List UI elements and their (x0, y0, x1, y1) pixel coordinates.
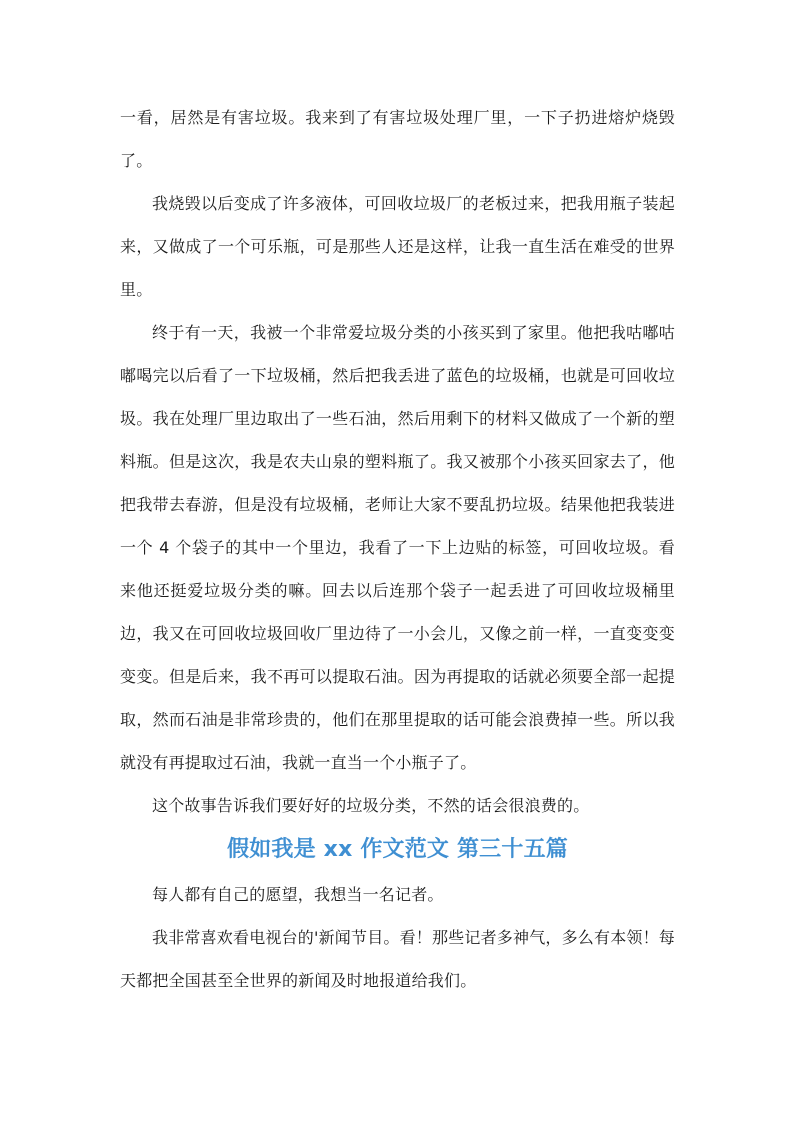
document-page (120, 96, 675, 1002)
section-title: 假如我是 xx 作文范文 第三十五篇 (227, 837, 568, 862)
paragraph: 我非常喜欢看电视台的'新闻节目。看！那些记者多神气，多么有本领！每天都把全国甚至全世界的新闻及时地报道给我们。 (120, 928, 675, 990)
paragraph: 我烧毁以后变成了许多液体，可回收垃圾厂的老板过来，把我用瓶子装起来，又做成了一个可乐瓶，可是那些人还是这样，让我一直生活在难受的世界里。 (120, 194, 675, 299)
paragraph: 每人都有自己的愿望，我想当一名记者。 (152, 885, 444, 904)
paragraph-continuation: 一看，居然是有害垃圾。我来到了有害垃圾处理厂里，一下子扔进熔炉烧毁了。 (120, 108, 675, 170)
paragraph: 这个故事告诉我们要好好的垃圾分类，不然的话会很浪费的。 (152, 796, 590, 815)
paragraph: 终于有一天，我被一个非常爱垃圾分类的小孩买到了家里。他把我咕嘟咕嘟喝完以后看了一下垃圾桶，然后把我丢进了蓝色的垃圾桶，也就是可回收垃圾。我在处理厂里边取出了一些石油，然后用剩下的材料又做成了一个新的塑料瓶。但是这次，我是农夫山泉的塑料瓶了。我又被那个小孩买回家去了，他把我带去春游，但是没有垃圾桶，老师让大家不要乱扔垃圾。结果他把我装进一个 4 个袋子的其中一个里边，我看了一下上边贴的标签，可回收垃圾。看来他还挺爱垃圾分类的嘛。回去以后连那个袋子一起丢进了可回收垃圾桶里边，我又在可回收垃圾回收厂里边待了一小会儿，又像之前一样，一直变变变变变。但是后来，我不再可以提取石油。因为再提取的话就必须要全部一起提取，然而石油是非常珍贵的，他们在那里提取的话可能会浪费掉一些。所以我就没有再提取过石油，我就一直当一个小瓶子了。 (120, 323, 675, 772)
